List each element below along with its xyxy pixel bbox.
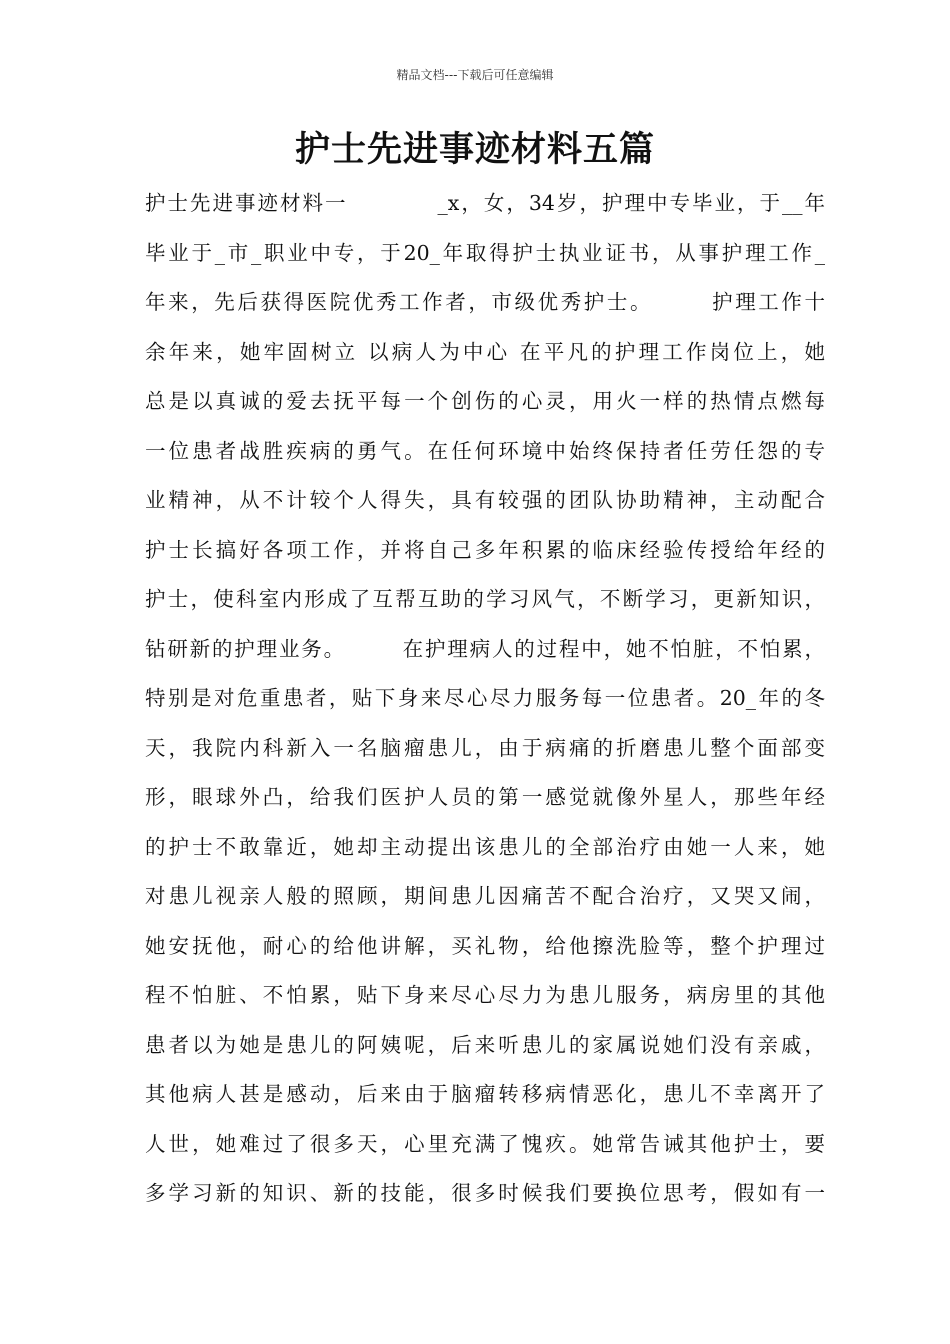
text-line: 护士，使科室内形成了互帮互助的学习风气，不断学习，更新知识， <box>145 587 825 611</box>
text-line: 护士长搞好各项工作，并将自己多年积累的临床经验传授给年经的 <box>145 537 825 562</box>
text-line: 总是以真诚的爱去抚平每一个创伤的心灵，用火一样的热情点燃每 <box>145 389 825 413</box>
text-line: 毕业于_市_职业中专，于20_年取得护士执业证书，从事护理工作_ <box>145 240 825 265</box>
text-line: 的护士不敢靠近，她却主动提出该患儿的全部治疗由她一人来，她 <box>145 834 825 859</box>
text-line: 钻研新的护理业务。 在护理病人的过程中，她不怕脏，不怕累， <box>145 636 825 661</box>
text-line: 一位患者战胜疾病的勇气。在任何环境中始终保持者任劳任怨的专 <box>145 438 825 463</box>
text-line: 护士先进事迹材料一 _x，女，34岁，护理中专毕业，于__年 <box>145 191 825 215</box>
text-line: 她安抚他，耐心的给他讲解，买礼物，给他擦洗脸等，整个护理过 <box>145 933 825 958</box>
text-line: 余年来，她牢固树立 以病人为中心 在平凡的护理工作岗位上，她 <box>145 339 825 364</box>
text-line: 形，眼球外凸，给我们医护人员的第一感觉就像外星人，那些年经 <box>145 785 825 809</box>
text-line: 患者以为她是患儿的阿姨呢，后来听患儿的家属说她们没有亲戚， <box>145 1032 825 1057</box>
text-line: 多学习新的知识、新的技能，很多时候我们要换位思考，假如有一 <box>145 1181 825 1205</box>
text-line: 年来，先后获得医院优秀工作者，市级优秀护士。 护理工作十 <box>145 290 825 314</box>
text-line: 程不怕脏、不怕累，贴下身来尽心尽力为患儿服务，病房里的其他 <box>145 983 825 1007</box>
text-line: 业精神，从不计较个人得失，具有较强的团队协助精神，主动配合 <box>145 488 825 512</box>
body-text <box>145 179 825 1219</box>
text-line: 其他病人甚是感动，后来由于脑瘤转移病情恶化，患儿不幸离开了 <box>145 1082 825 1106</box>
text-line: 人世，她难过了很多天，心里充满了愧疚。她常告诫其他护士，要 <box>145 1131 825 1156</box>
text-line: 对患儿视亲人般的照顾，期间患儿因痛苦不配合治疗，又哭又闹， <box>145 884 825 908</box>
text-line: 天，我院内科新入一名脑瘤患儿，由于病痛的折磨患儿整个面部变 <box>145 735 825 760</box>
page-header: 精品文档---下载后可任意编辑 <box>396 68 554 82</box>
text-line: 特别是对危重患者，贴下身来尽心尽力服务每一位患者。20_年的冬 <box>145 686 825 710</box>
page-title: 护士先进事迹材料五篇 <box>294 130 655 170</box>
